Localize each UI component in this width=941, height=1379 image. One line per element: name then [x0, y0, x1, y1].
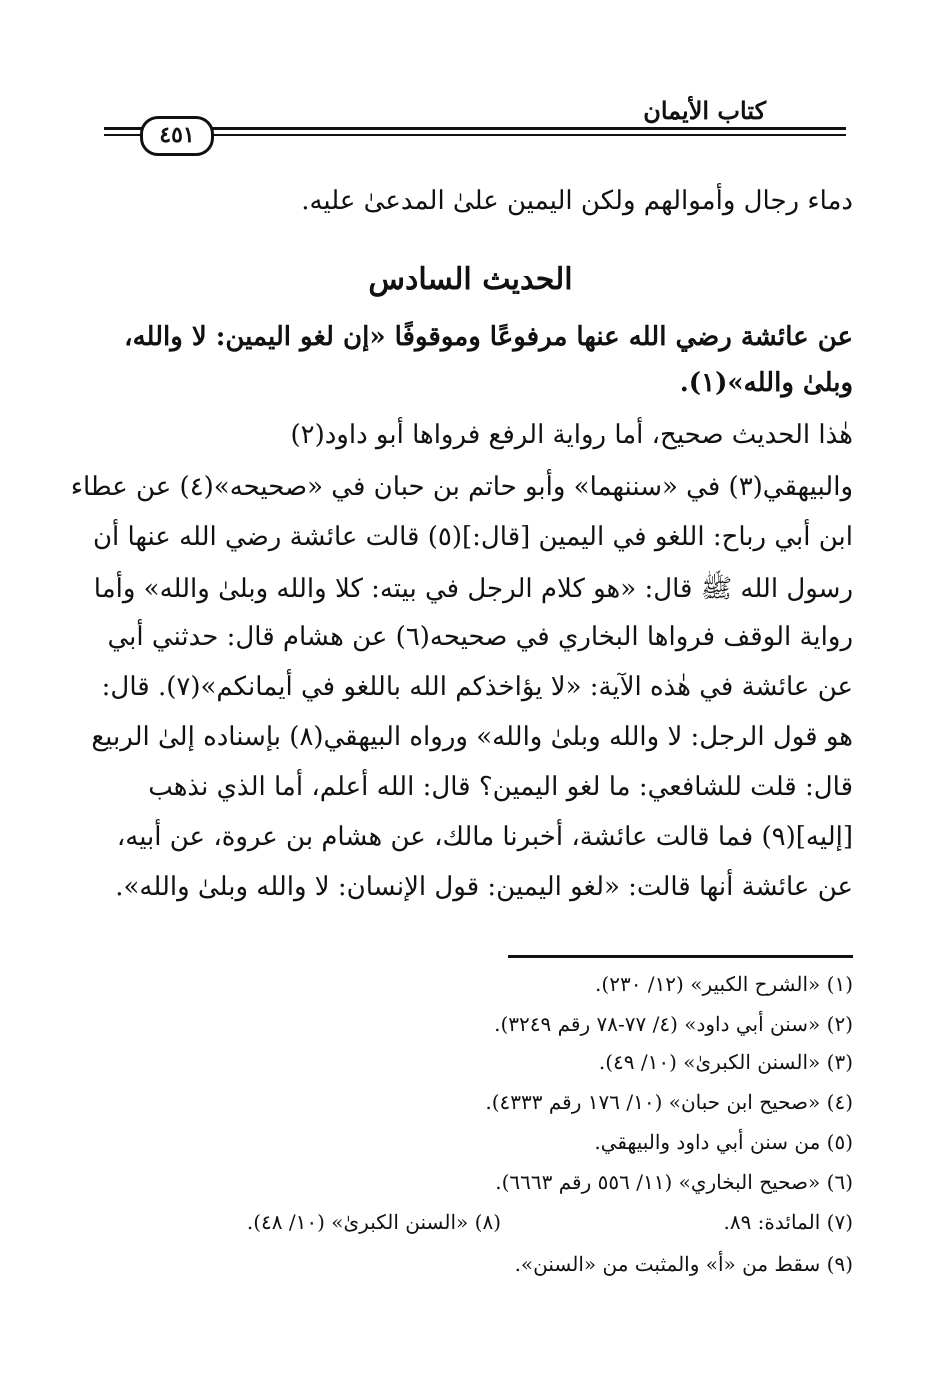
footnote-3: (٣) «السنن الكبرىٰ» (١٠/ ٤٩).	[598, 1050, 853, 1074]
intro-line: دماء رجال وأموالهم ولكن اليمين علىٰ المدعىٰ عليه.	[301, 186, 853, 216]
hadith-text: عن عائشة رضي الله عنها مرفوعًا وموقوفًا «إن لغو اليمين: لا والله،	[124, 322, 853, 352]
commentary-line: ابن أبي رباح: اللغو في اليمين [قال:](٥) قالت عائشة رضي الله عنها أن	[92, 522, 853, 552]
footnote-2: (٢) «سنن أبي داود» (٤/ ٧٧-٧٨ رقم ٣٢٤٩).	[494, 1012, 853, 1036]
page-number: ٤٥١	[140, 116, 214, 156]
commentary-line: هو قول الرجل: لا والله وبلىٰ والله» ورواه البيهقي(٨) بإسناده إلىٰ الربيع	[91, 722, 853, 752]
section-heading: الحديث السادس	[368, 262, 573, 297]
commentary-line: عن عائشة أنها قالت: «لغو اليمين: قول الإنسان: لا والله وبلىٰ والله».	[115, 872, 853, 902]
running-header-title: كتاب الأيمان	[643, 96, 766, 125]
footnote-1: (١) «الشرح الكبير» (١٢/ ٢٣٠).	[595, 972, 853, 996]
hadith-text-line-2	[93, 368, 853, 398]
commentary-line: قال: قلت للشافعي: ما لغو اليمين؟ قال: الله أعلم، أما الذي نذهب	[148, 772, 853, 802]
hadith-text: وبلىٰ والله»(١).	[679, 368, 853, 398]
commentary-line: [إليه](٩) فما قالت عائشة، أخبرنا مالك، عن هشام بن عروة، عن أبيه،	[116, 822, 853, 852]
header-rule-left-bottom	[104, 134, 142, 136]
footnote-4: (٤) «صحيح ابن حبان» (١٠/ ١٧٦ رقم ٤٣٣٣).	[485, 1090, 853, 1114]
footnote-8: (٨) «السنن الكبرىٰ» (١٠/ ٤٨).	[246, 1210, 501, 1234]
commentary-line: عن عائشة في هٰذه الآية: «لا يؤاخذكم الله باللغو في أيمانكم»(٧). قال:	[101, 672, 853, 702]
footnote-6: (٦) «صحيح البخاري» (١١/ ٥٥٦ رقم ٦٦٦٣).	[495, 1170, 853, 1194]
footnote-5: (٥) من سنن أبي داود والبيهقي.	[594, 1130, 853, 1154]
commentary-line: رسول الله ﷺ قال: «هو كلام الرجل في بيته: كلا والله وبلىٰ والله» وأما	[93, 574, 853, 604]
footnote-7: (٧) المائدة: ٨٩.	[723, 1210, 853, 1234]
header-rule-left-top	[104, 127, 142, 130]
commentary-line: رواية الوقف فرواها البخاري في صحيحه(٦) عن هشام قال: حدثني أبي	[107, 622, 853, 652]
header-rule-top	[206, 127, 846, 130]
footnote-9: (٩) سقط من «أ» والمثبت من «السنن».	[514, 1252, 853, 1276]
commentary-line: والبيهقي(٣) في «سننهما» وأبو حاتم بن حبان في «صحيحه»(٤) عن عطاء	[70, 472, 853, 502]
hadith-text-line-1	[93, 322, 853, 352]
header-rule-bottom	[206, 134, 846, 136]
footnote-separator	[508, 955, 853, 958]
commentary-line: هٰذا الحديث صحيح، أما رواية الرفع فرواها أبو داود(٢)	[290, 420, 853, 450]
